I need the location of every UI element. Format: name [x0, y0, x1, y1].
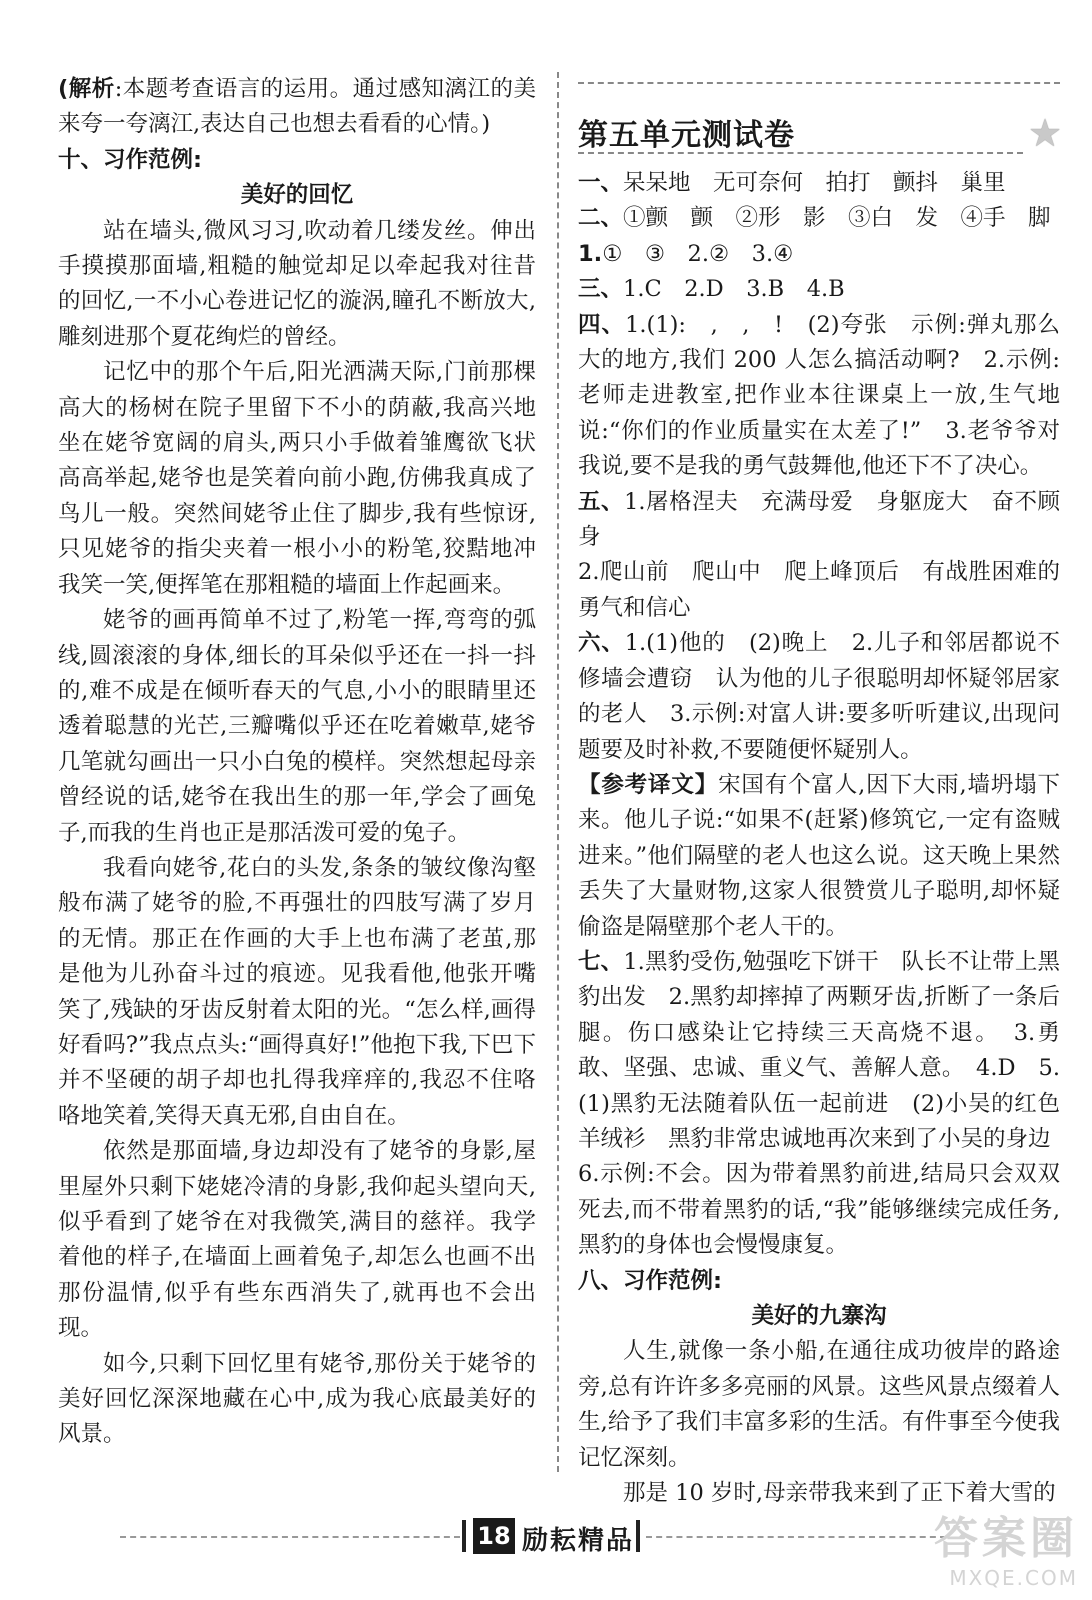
unit-top-dashline: [578, 82, 1060, 84]
watermark: [934, 1502, 1078, 1590]
essay-paragraph: 站在墙头,微风习习,吹动着几缕发丝。伸出手摸摸那面墙,粗糙的触觉却足以牵起我对往昔的回忆,一不小心卷进记忆的漩涡,瞳孔不断放大,雕刻进那个夏花绚烂的曾经。: [58, 217, 536, 350]
brand-name: 励耘精品: [522, 1526, 635, 1556]
section-10-heading: 十、习作范例:: [58, 146, 202, 173]
analysis-text: :本题考查语言的运用。通过感知漓江的美来夸一夸漓江,表达自己也想去看看的心情。): [58, 76, 536, 138]
watermark-logo: 答案圈: [934, 1513, 1078, 1564]
answer-line: 二、①颤 颤 ②形 影 ③白 发 ④手 脚: [578, 205, 1051, 232]
star-icon: ★: [1028, 111, 1063, 155]
footer-pipe-right: [636, 1520, 640, 1552]
page-footer: [0, 1512, 1092, 1562]
essay-paragraph: 那是 10 岁时,母亲带我来到了正下着大雪的: [623, 1480, 1056, 1507]
answer-line: 一、呆呆地 无可奈何 拍打 颤抖 巢里: [578, 170, 1006, 196]
essay-paragraph: 人生,就像一条小船,在通往成功彼岸的路途旁,总有许许多多亮丽的风景。这些风景点缀着人生,给予了我们丰富多彩的生活。有件事至今使我记忆深刻。: [578, 1338, 1060, 1471]
answer-line: 6.示例:不会。因为带着黑豹前进,结局只会双双死去,而不带着黑豹的话,“我”能够继续完成任务,黑豹的身体也会慢慢康复。: [578, 1161, 1060, 1259]
answer-line: 五、1.屠格涅夫 充满母爱 身躯庞大 奋不顾身: [578, 488, 1060, 551]
footer-dashline-right: [646, 1536, 946, 1538]
footer-dashline-left: [120, 1536, 460, 1538]
analysis-label: (解析: [58, 76, 115, 102]
unit-title: 第五单元测试卷: [578, 118, 795, 153]
essay-title-2: 美好的九寨沟: [751, 1303, 887, 1329]
watermark-url: MXQE.COM: [949, 1566, 1078, 1590]
answer-line: 1.① ③ 2.② 3.④: [578, 240, 794, 267]
answer-line: 七、1.黑豹受伤,勉强吃下饼干 队长不让带上黑豹出发 2.黑豹却摔掉了两颗牙齿,折断了一条后腿。伤口感染让它持续三天高烧不退。 3.勇敢、坚强、忠诚、重义气、善解人意。 4.D 5.(1)黑豹无法随着队伍一起前进 (2)小吴的红色羊绒衫 黑豹非常忠诚地再次来到了小吴的身边: [578, 948, 1060, 1152]
column-divider: [557, 72, 559, 1472]
essay-paragraph: 依然是那面墙,身边却没有了姥爷的身影,屋里屋外只剩下姥姥冷清的身影,我仰起头望向天,似乎看到了姥爷在对我微笑,满目的慈祥。我学着他的样子,在墙面上画着兔子,却怎么也画不出那份温情,似乎有些东西消失了,就再也不会出现。: [58, 1138, 536, 1342]
essay-paragraph: 如今,只剩下回忆里有姥爷,那份关于姥爷的美好回忆深深地藏在心中,成为我心底最美好的风景。: [58, 1350, 536, 1448]
footer-pipe-left: [462, 1520, 466, 1552]
answer-line: 八、习作范例:: [578, 1267, 723, 1294]
answer-line: 三、1.C 2.D 3.B 4.B: [578, 276, 845, 303]
right-column: [578, 166, 1060, 1511]
analysis-note: [58, 72, 536, 143]
essay-paragraph: 我看向姥爷,花白的头发,条条的皱纹像沟壑般布满了姥爷的脸,不再强壮的四肢写满了岁月的无情。那正在作画的大手上也布满了老茧,那是他为儿孙奋斗过的痕迹。见我看他,他张开嘴笑了,残缺的牙齿反射着太阳的光。“怎么样,画得好看吗?”我点点头:“画得真好!”他抱下我,下巴下并不坚硬的胡子却也扎得我痒痒的,我忍不住咯咯地笑着,笑得天真无邪,自由自在。: [58, 854, 536, 1129]
answer-line: 2.爬山前 爬山中 爬上峰顶后 有战胜困难的勇气和信心: [578, 559, 1060, 621]
essay-paragraph: 姥爷的画再简单不过了,粉笔一挥,弯弯的弧线,圆滚滚的身体,细长的耳朵似乎还在一抖一抖的,难不成是在倾听春天的气息,小小的眼睛里还透着聪慧的光芒,三瓣嘴似乎还在吃着嫩草,姥爷几笔就勾画出一只小白兔的模样。突然想起母亲曾经说的话,姥爷在我出生的那一年,学会了画兔子,而我的生肖也正是那活泼可爱的兔子。: [58, 607, 536, 846]
answer-line: 四、1.(1): , , ! (2)夸张 示例:弹丸那么大的地方,我们 200 人怎么搞活动啊? 2.示例:老师走进教室,把作业本往课桌上一放,生气地说:“你们的作业质量实在太差了!” 3.老爷爷对我说,要不是我的勇气鼓舞他,他还下不了决心。: [578, 311, 1060, 480]
essay-paragraph: 记忆中的那个午后,阳光洒满天际,门前那棵高大的杨树在院子里留下不小的荫蔽,我高兴地坐在姥爷宽阔的肩头,两只小手做着雏鹰欲飞状高高举起,姥爷也是笑着向前小跑,仿佛我真成了鸟儿一般。突然间姥爷止住了脚步,我有些惊讶,只见姥爷的指尖夹着一根小小的粉笔,狡黠地冲我笑一笑,便挥笔在那粗糙的墙面上作起画来。: [58, 359, 536, 598]
essay-title: 美好的回忆: [240, 182, 354, 209]
left-column: [58, 72, 536, 1453]
answer-line: 【参考译文】宋国有个富人,因下大雨,墙坍塌下来。他儿子说:“如果不(赶紧)修筑它,一定有盗贼进来。”他们隔壁的老人也这么说。这天晚上果然丢失了大量财物,这家人很赞赏儿子聪明,却怀疑偷盗是隔壁那个老人干的。: [578, 771, 1060, 940]
page-number: 18: [473, 1518, 515, 1554]
unit-title-underline: [578, 152, 1023, 154]
answer-line: 六、1.(1)他的 (2)晚上 2.儿子和邻居都说不修墙会遭窃 认为他的儿子很聪明却怀疑邻居家的老人 3.示例:对富人讲:要多听听建议,出现问题要及时补救,不要随便怀疑别人。: [578, 630, 1060, 763]
